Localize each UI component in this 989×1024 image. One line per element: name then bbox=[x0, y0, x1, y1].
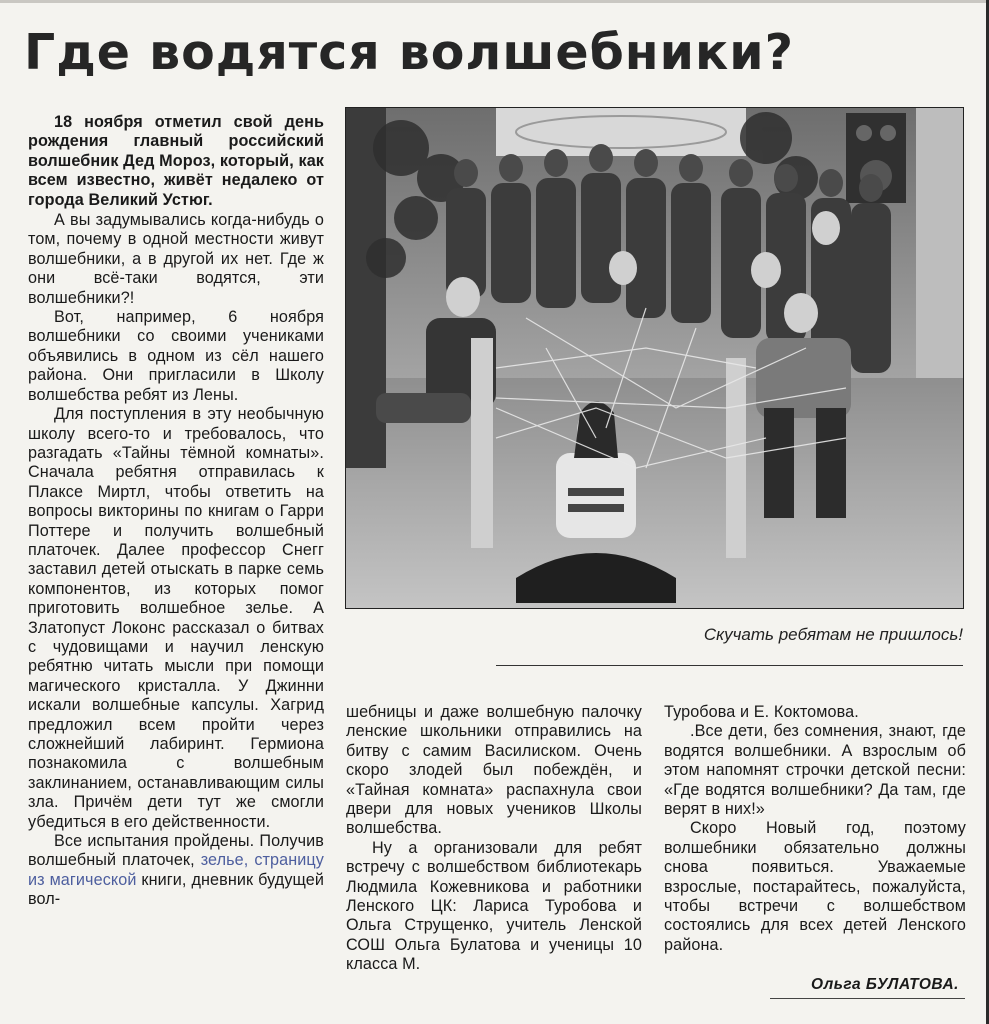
article-headline: Где водятся волшебники? bbox=[24, 24, 795, 81]
blue-ink-text: зелье, страницу из магической bbox=[28, 851, 324, 889]
lead-paragraph: 18 ноября отметил свой день рождения главный российский волшебник Дед Мороз, который, как всем известно, живёт недалеко от города Великий Устюг. bbox=[28, 113, 324, 209]
bottom-rule bbox=[770, 998, 965, 999]
article-column-2 bbox=[346, 703, 642, 975]
body-paragraph bbox=[28, 832, 324, 910]
author-signature: Ольга БУЛАТОВА. bbox=[811, 976, 959, 993]
body-paragraph: шебницы и даже волшебную палочку ленские школьники отправились на битву с самим Василиском. Очень скоро злодей был побеждён, и «Тайная комната» распахнула свои двери для новых учеников Школы волшебства. bbox=[346, 703, 642, 838]
photo-caption: Скучать ребятам не пришлось! bbox=[703, 625, 963, 644]
body-paragraph: Вот, например, 6 ноября волшебники со своими учениками объявились в одном из сёл нашего района. Они пригласили в Школу волшебства ребят из Лены. bbox=[28, 308, 324, 404]
body-paragraph: А вы задумывались когда-нибудь о том, почему в одной местности живут волшебники, а в другой их нет. Где ж они всё-таки водятся, эти волшебники?! bbox=[28, 211, 324, 307]
article-column-3 bbox=[664, 703, 966, 955]
body-paragraph: Скоро Новый год, поэтому волшебники обязательно должны снова появиться. Уважаемые взрослые, постарайтесь, пожалуйста, чтобы встречи с волшебством состоялись для всех детей Ленского района. bbox=[664, 819, 966, 954]
body-paragraph: Туробова и Е. Коктомова. bbox=[664, 703, 859, 721]
body-paragraph: .Все дети, без сомнения, знают, где водятся волшебники. А взрослым об этом напомнят строчки детской песни: «Где водятся волшебники? Да там, где верят в них!» bbox=[664, 722, 966, 819]
top-edge bbox=[0, 0, 989, 3]
body-paragraph: Ну а организовали для ребят встречу с волшебством библиотекарь Людмила Кожевникова и работники Ленского ЦК: Лариса Туробова и Ольга Струщенко, учитель Ленской СОШ Ольга Булатова и ученицы 10 класса М. bbox=[346, 838, 642, 974]
children-group-photo bbox=[346, 108, 963, 608]
body-paragraph: Для поступления в эту необычную школу всего-то и требовалось, что разгадать «Тайны тёмной комнаты». Сначала ребятня отправилась к Плаксе Миртл, чтобы ответить на вопросы викторины по книгам о Гарри Поттере и получить волшебный платочек. Далее профессор Снегг заставил детей отыскать в парке семь компонентов, из которых помог приготовить волшебное зелье. А Златопуст Локонс рассказал о битвах с чудовищами и научил ленскую ребятню читать мысли при помощи магического кристалла. У Джинни искали волшебные капсулы. Хагрид предложил всем пройти через сложнейший лабиринт. Гермиона познакомила с волшебным заклинанием, останавливающим силы зла. Причём дети тут же смогли убедиться в его действенности. bbox=[28, 405, 324, 831]
article-photo bbox=[345, 107, 964, 609]
text-run: книги, дневник будущей вол- bbox=[28, 870, 324, 909]
text-run: Все испытания пройдены. Получив волшебный платочек, bbox=[28, 832, 324, 870]
caption-rule bbox=[496, 665, 963, 666]
article-column-1 bbox=[28, 113, 324, 910]
